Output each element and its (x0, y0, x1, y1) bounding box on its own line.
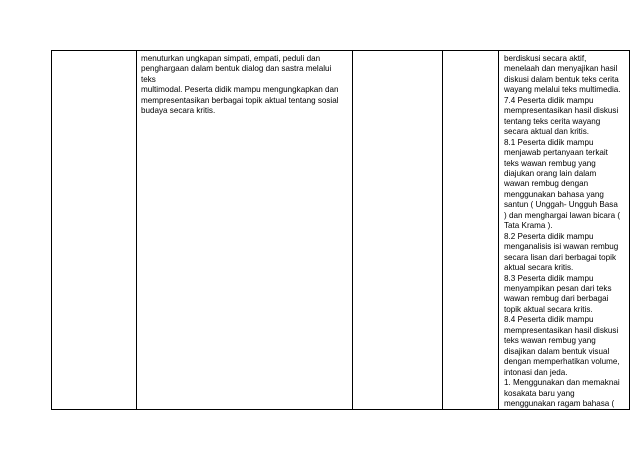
table-cell-empty-1 (52, 51, 137, 410)
table-cell-empty-2 (353, 51, 443, 410)
table-cell-description (137, 51, 353, 410)
curriculum-table (51, 50, 630, 410)
table-cell-empty-3 (443, 51, 499, 410)
table-cell-objectives (499, 51, 630, 410)
objectives-text: berdiskusi secara aktif, menelaah dan menyajikan hasil diskusi dalam bentuk teks cerita wayang melalui teks multimedia. 7.4 Peserta didik mampu mempresentasikan hasil diskusi tentang teks cerita wayang secara aktual dan kritis. 8.1 Peserta didik mampu menjawab pertanyaan terkait teks wawan rembug yang diajukan orang lain dalam wawan rembug dengan menggunakan bahasa yang santun ( Unggah- Ungguh Basa ) dan menghargai lawan bicara ( Tata Krama ). 8.2 Peserta didik mampu menganalisis isi wawan rembug secara lisan dari berbagai topik aktual secara kritis. 8.3 Peserta didik mampu menyampikan pesan dari teks wawan rembug dari berbagai topik aktual secara kritis. 8.4 Peserta didik mampu mempresentasikan hasil diskusi teks wawan rembug yang disajikan dalam bentuk visual dengan memperhatikan volume, intonasi dan jeda. 1. Menggunakan dan memaknai kosakata baru yang menggunakan ragam bahasa ( (504, 54, 621, 408)
table-row (52, 51, 630, 410)
description-text: menuturkan ungkapan simpati, empati, peduli dan penghargaan dalam bentuk dialog dan sastra melalui teks multimodal. Peserta didik mampu mengungkapkan dan mempresentasikan berbagai topik aktual tentang sosial budaya secara kritis. (141, 54, 339, 116)
